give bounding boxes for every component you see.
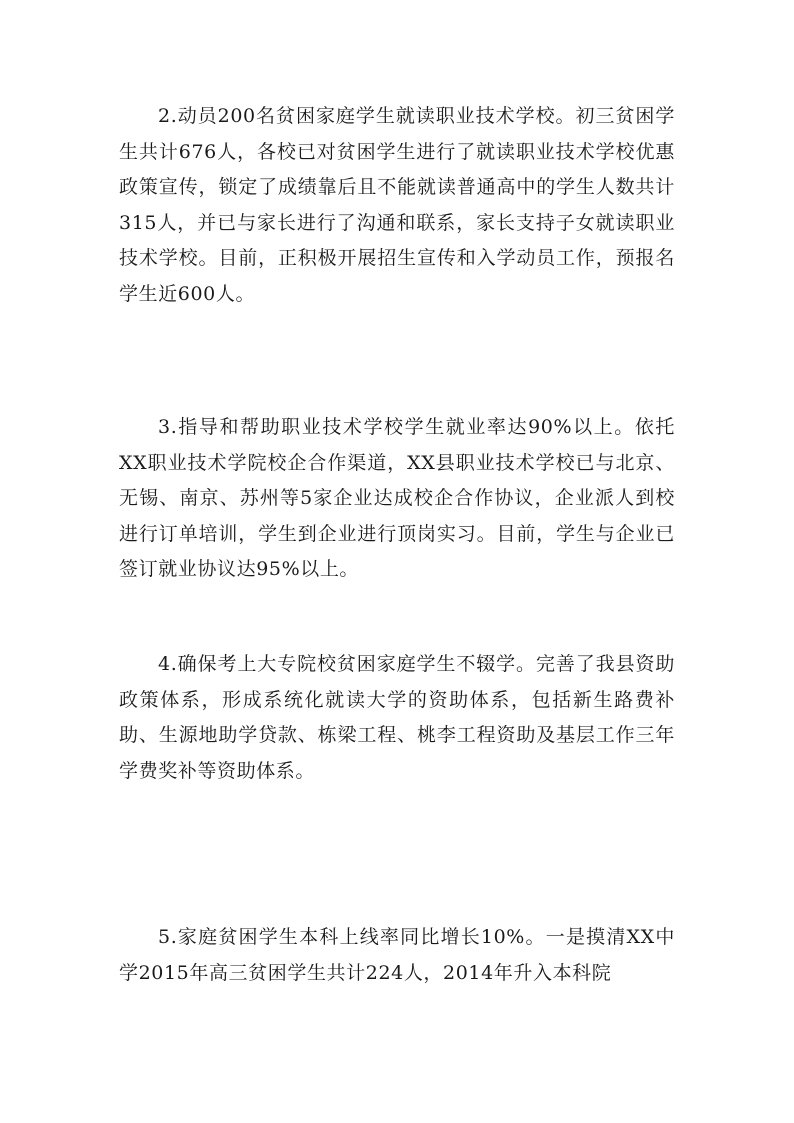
paragraph-item-5: 5.家庭贫困学生本科上线率同比增长10%。一是摸清XX中学2015年高三贫困学生共计224人，2014年升入本科院 [119, 926, 675, 984]
paragraph-item-2: 2.动员200名贫困家庭学生就读职业技术学校。初三贫困学生共计676人，各校已对贫困学生进行了就读职业技术学校优惠政策宣传，锁定了成绩靠后且不能就读普通高中的学生人数共计315人，并已与家长进行了沟通和联系，家长支持子女就读职业技术学校。目前，正积极开展招生宣传和入学动员工作，预报名学生近600人。 [119, 105, 675, 305]
paragraph-item-3: 3.指导和帮助职业技术学校学生就业率达90%以上。依托XX职业技术学院校企合作渠道，XX县职业技术学校已与北京、无锡、南京、苏州等5家企业达成校企合作协议，企业派人到校进行订单培训，学生到企业进行顶岗实习。目前，学生与企业已签订就业协议达95%以上。 [119, 416, 675, 581]
paragraph-item-4: 4.确保考上大专院校贫困家庭学生不辍学。完善了我县资助政策体系，形成系统化就读大学的资助体系，包括新生路费补助、生源地助学贷款、栋梁工程、桃李工程资助及基层工作三年学费奖补等资助体系。 [119, 653, 675, 782]
